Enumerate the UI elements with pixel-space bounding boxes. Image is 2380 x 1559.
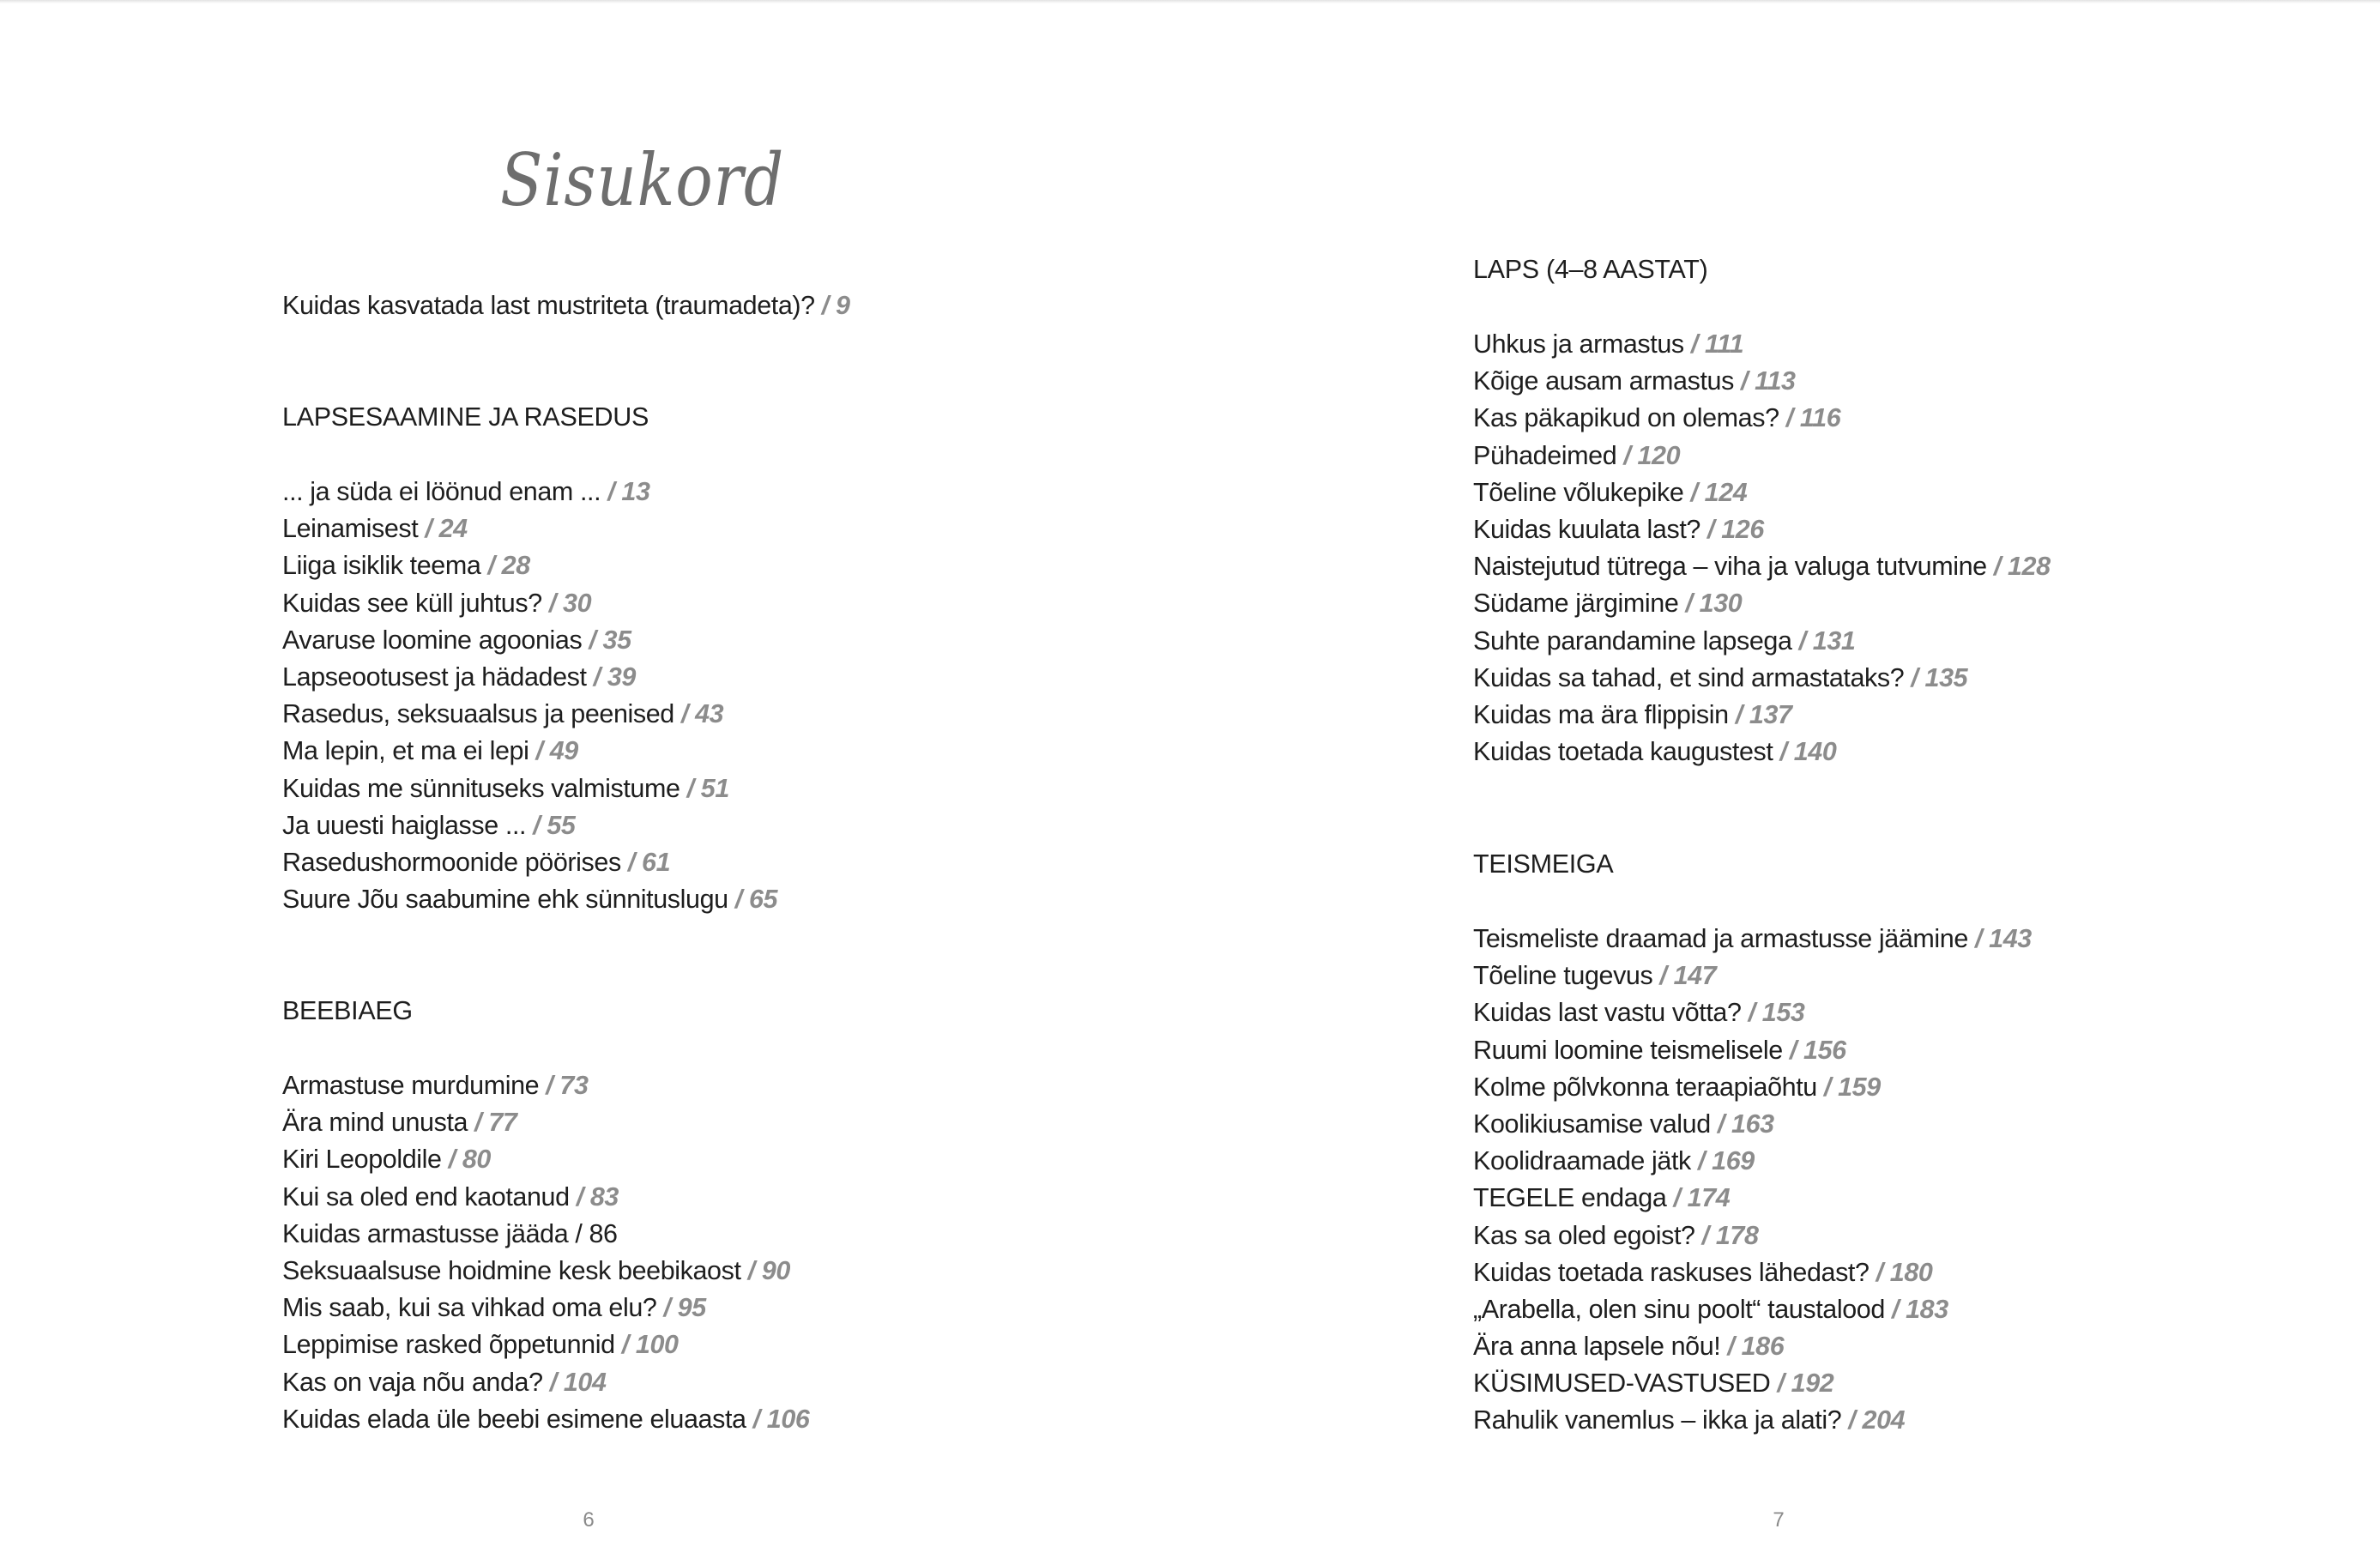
entry-title: Leinamisest	[282, 514, 426, 544]
toc-entry[interactable]	[1473, 511, 2051, 548]
entry-title: ... ja süda ei löönud enam ...	[282, 477, 601, 506]
toc-entry[interactable]	[282, 1179, 810, 1216]
toc-entry[interactable]	[282, 1364, 810, 1401]
toc-entry[interactable]	[282, 547, 777, 584]
toc-entry[interactable]	[1473, 1254, 2032, 1291]
toc-entry[interactable]	[1473, 1328, 2032, 1365]
toc-entry[interactable]	[1473, 1143, 2032, 1180]
entry-page-number: / 169	[1697, 1146, 1755, 1176]
toc-entry[interactable]	[282, 844, 777, 881]
entry-title: Naistejutud tütrega – viha ja valuga tutvumine	[1473, 552, 1994, 582]
entry-title: Tõeline tugevus	[1473, 961, 1653, 991]
toc-entry[interactable]	[1473, 921, 2032, 958]
entry-page-number: / 51	[686, 773, 729, 803]
entry-page-number: / 124	[1683, 477, 1748, 507]
toc-entry[interactable]	[282, 511, 777, 547]
entry-page-number: / 43	[680, 699, 724, 729]
entry-title: Seksuaalsuse hoidmine kesk beebikaost	[282, 1255, 748, 1285]
toc-entry[interactable]	[282, 733, 777, 770]
entry-page-number: / 90	[747, 1255, 790, 1285]
entry-title: Koolidraamade jätk	[1473, 1146, 1698, 1176]
toc-entry[interactable]	[282, 770, 777, 807]
entry-page-number: / 86	[575, 1218, 618, 1248]
entry-title: Suure Jõu saabumine ehk sünnituslugu	[282, 885, 728, 915]
entry-title: Kuidas toetada kaugustest	[1473, 737, 1773, 767]
entry-page-number: / 143	[1967, 924, 2032, 953]
entry-title: Kuidas ma ära flippisin	[1473, 699, 1729, 729]
section-entries	[282, 1067, 810, 1438]
section-heading: LAPSESAAMINE JA RASEDUS	[282, 402, 649, 432]
entry-title: Kuidas sa tahad, et sind armastataks?	[1473, 662, 1905, 692]
toc-entry[interactable]	[282, 1067, 810, 1104]
entry-title: Armastuse murdumine	[282, 1071, 547, 1100]
entry-page-number: / 153	[1741, 998, 1805, 1028]
toc-entry[interactable]	[282, 1290, 810, 1326]
section-entries	[1473, 921, 2032, 1440]
entry-title: Kuidas elada üle beebi esimene eluaasta	[282, 1404, 753, 1434]
toc-entry[interactable]	[1473, 548, 2051, 585]
entry-title: Kuidas last vastu võtta?	[1473, 998, 1742, 1028]
page-number: 7	[1773, 1508, 1785, 1532]
toc-entry[interactable]	[282, 1104, 810, 1141]
entry-page-number: / 178	[1694, 1220, 1759, 1250]
toc-entry[interactable]	[1473, 474, 2051, 511]
entry-title: Ära anna lapsele nõu!	[1473, 1332, 1721, 1362]
entry-page-number: / 35	[589, 625, 631, 655]
entry-page-number: / 137	[1728, 699, 1792, 729]
toc-entry[interactable]	[282, 474, 777, 511]
entry-title: Rasedushormoonide pöörises	[282, 847, 621, 877]
entry-page-number: / 83	[576, 1181, 619, 1212]
entry-title: Uhkus ja armastus	[1473, 329, 1684, 359]
entry-page-number: / 30	[541, 588, 592, 618]
entry-title: KÜSIMUSED-VASTUSED	[1473, 1369, 1771, 1399]
entry-page-number: / 73	[546, 1071, 589, 1100]
section-entries	[1473, 326, 2051, 770]
toc-entry[interactable]	[1473, 1365, 2032, 1402]
toc-entry[interactable]	[282, 696, 777, 733]
intro-list	[282, 287, 850, 324]
entry-page-number: / 39	[593, 662, 636, 692]
entry-title: Liiga isiklik teema	[282, 551, 488, 581]
toc-entry[interactable]	[1473, 1106, 2032, 1143]
toc-entry[interactable]	[1473, 1402, 2032, 1439]
entry-page-number: / 9	[814, 291, 850, 320]
toc-entry[interactable]	[1473, 1032, 2032, 1069]
entry-page-number: / 104	[542, 1367, 607, 1397]
toc-entry[interactable]	[1473, 958, 2032, 994]
entry-title: Pühadeimed	[1473, 440, 1617, 470]
right-page	[1190, 0, 2380, 1559]
entry-page-number: / 113	[1733, 366, 1796, 396]
page-number: 6	[583, 1508, 595, 1532]
entry-title: Rahulik vanemlus – ikka ja alati?	[1473, 1405, 1842, 1435]
entry-page-number: / 120	[1616, 440, 1681, 470]
entry-page-number: / 186	[1720, 1332, 1785, 1362]
entry-page-number: / 159	[1816, 1072, 1881, 1102]
toc-entry[interactable]	[282, 622, 777, 659]
entry-title: Kuidas toetada raskuses lähedast?	[1473, 1257, 1870, 1287]
entry-page-number: / 131	[1791, 625, 1856, 656]
entry-page-number: / 49	[529, 736, 578, 766]
entry-title: Koolikiusamise valud	[1473, 1109, 1711, 1139]
entry-page-number: / 111	[1683, 329, 1744, 359]
entry-title: Ja uuesti haiglasse ...	[282, 810, 534, 840]
entry-page-number: / 130	[1685, 589, 1743, 619]
entry-title: Ma lepin, et ma ei lepi	[282, 736, 529, 766]
entry-title: Kiri Leopoldile	[282, 1145, 442, 1175]
entry-title: Suhte parandamine lapsega	[1473, 625, 1792, 656]
toc-entry[interactable]	[1473, 326, 2051, 363]
entry-title: Lapseootusest ja hädadest	[282, 662, 594, 692]
entry-page-number: / 80	[441, 1145, 491, 1175]
entry-page-number: / 135	[1904, 662, 1968, 692]
entry-page-number: / 192	[1770, 1369, 1834, 1399]
entry-title: Kolme põlvkonna teraapiaõhtu	[1473, 1072, 1817, 1102]
entry-page-number: / 106	[752, 1404, 810, 1434]
entry-page-number: / 65	[728, 885, 778, 915]
toc-entry[interactable]	[1473, 697, 2051, 734]
entry-page-number: / 77	[474, 1108, 517, 1138]
entry-page-number: / 140	[1773, 737, 1837, 767]
entry-title: Kuidas kuulata last?	[1473, 514, 1700, 544]
entry-title: Kuidas see küll juhtus?	[282, 588, 542, 618]
entry-title: Kas on vaja nõu anda?	[282, 1367, 543, 1397]
entry-title: Avaruse loomine agoonias	[282, 625, 589, 655]
toc-entry[interactable]	[282, 1141, 810, 1178]
entry-page-number: / 204	[1841, 1405, 1906, 1435]
entry-title: Mis saab, kui sa vihkad oma elu?	[282, 1293, 664, 1323]
entry-page-number: / 147	[1652, 961, 1717, 991]
entry-title: Kuidas armastusse jääda	[282, 1218, 576, 1248]
entry-page-number: / 61	[620, 847, 671, 877]
entry-page-number: / 126	[1700, 514, 1764, 544]
entry-page-number: / 55	[533, 810, 576, 840]
toc-entry[interactable]	[282, 881, 777, 918]
entry-page-number: / 24	[425, 514, 468, 544]
toc-entry[interactable]	[282, 287, 850, 324]
entry-title: Tõeline võlukepike	[1473, 477, 1684, 507]
toc-entry[interactable]	[1473, 1180, 2032, 1217]
entry-page-number: / 163	[1710, 1109, 1774, 1139]
toc-entry[interactable]	[1473, 623, 2051, 660]
entry-title: Kas sa oled egoist?	[1473, 1220, 1695, 1250]
entry-title: Kuidas kasvatada last mustriteta (traumadeta)?	[282, 291, 815, 320]
entry-title: Kuidas me sünnituseks valmistume	[282, 773, 687, 803]
entry-title: Kõige ausam armastus	[1473, 366, 1734, 396]
entry-title: Kas päkapikud on olemas?	[1473, 403, 1779, 433]
entry-title: Rasedus, seksuaalsus ja peenised	[282, 699, 681, 729]
entry-page-number: / 174	[1666, 1183, 1731, 1213]
toc-entry[interactable]	[1473, 400, 2051, 437]
entry-page-number: / 28	[487, 551, 530, 581]
toc-entry[interactable]	[1473, 994, 2032, 1031]
entry-page-number: / 128	[1993, 552, 2051, 582]
section-heading: BEEBIAEG	[282, 996, 413, 1025]
entry-title: Kui sa oled end kaotanud	[282, 1181, 577, 1212]
entry-page-number: / 183	[1884, 1294, 1948, 1324]
section-entries	[282, 474, 777, 918]
toc-entry[interactable]	[1473, 585, 2051, 622]
toc-entry[interactable]	[1473, 1291, 2032, 1328]
toc-entry[interactable]	[1473, 660, 2051, 697]
entry-title: Südame järgimine	[1473, 589, 1686, 619]
toc-entry[interactable]	[1473, 734, 2051, 770]
entry-title: Teismeliste draamad ja armastusse jäämine	[1473, 924, 1968, 953]
entry-page-number: / 100	[614, 1330, 679, 1360]
toc-entry[interactable]	[1473, 1218, 2032, 1254]
entry-title: Leppimise rasked õppetunnid	[282, 1330, 615, 1360]
toc-entry[interactable]	[1473, 438, 2051, 474]
section-heading: LAPS (4–8 AASTAT)	[1473, 255, 1708, 284]
toc-entry[interactable]	[282, 1253, 810, 1290]
entry-page-number: / 95	[663, 1293, 706, 1323]
toc-entry[interactable]	[282, 807, 777, 844]
entry-page-number: / 116	[1779, 403, 1841, 433]
toc-entry[interactable]	[1473, 1069, 2032, 1106]
entry-page-number: / 180	[1869, 1257, 1933, 1287]
entry-page-number: / 156	[1782, 1035, 1846, 1065]
entry-title: „Arabella, olen sinu poolt“ taustalood	[1473, 1294, 1885, 1324]
entry-title: Ruumi loomine teismelisele	[1473, 1035, 1783, 1065]
toc-entry[interactable]	[1473, 363, 2051, 400]
section-heading: TEISMEIGA	[1473, 849, 1614, 879]
toc-entry[interactable]	[282, 659, 777, 696]
entry-title: TEGELE endaga	[1473, 1183, 1667, 1213]
entry-title: Ära mind unusta	[282, 1108, 475, 1138]
toc-entry[interactable]	[282, 1326, 810, 1363]
toc-title: Sisukord	[500, 138, 785, 222]
toc-entry[interactable]	[282, 1216, 810, 1253]
toc-entry[interactable]	[282, 1401, 810, 1438]
toc-entry[interactable]	[282, 585, 777, 622]
entry-page-number: / 13	[601, 477, 650, 506]
